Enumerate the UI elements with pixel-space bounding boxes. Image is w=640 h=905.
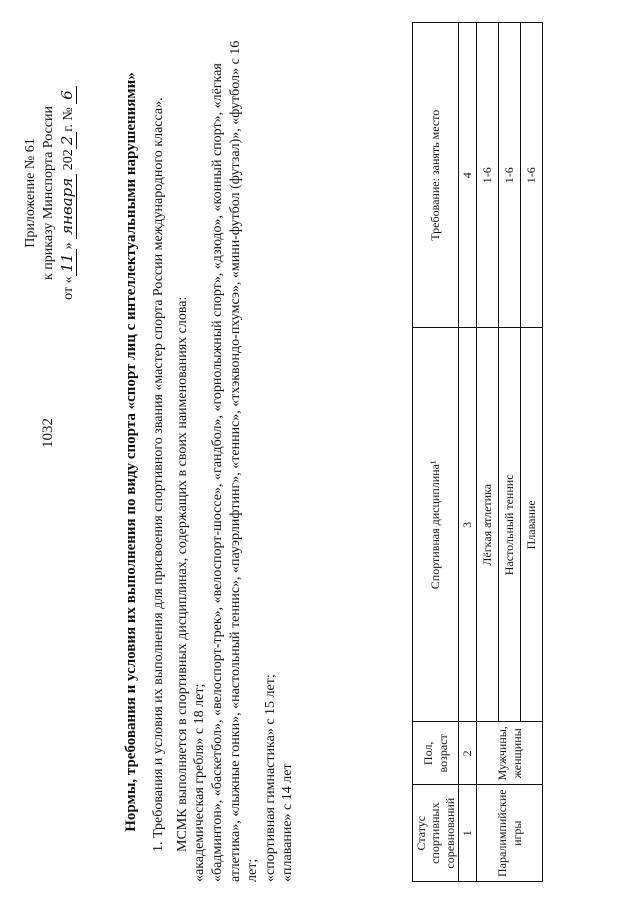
appendix-order: к приказу Минспорта России [41, 106, 57, 280]
appendix-date: от «11» января 2022г. № 6 [58, 28, 78, 358]
requirements-table [412, 22, 543, 882]
discipline-line-list: «бадминтон», «баскетбол», «велоспорт-трек», «велоспорт-шоссе», «гандбол», «горнолыжный спорт», «дзюдо», «конный спорт», «лёгкая атлетика», «лыжные гонки», «настольный теннис», «пауэрлифтинг», «теннис», «тхэквондо-пхумсэ», «мини-футбол (футзал)», «футбол» с 16 лет; [209, 40, 261, 882]
handwritten-number: 6 [58, 86, 77, 104]
header-status: Статус спортивных соревнований [413, 785, 459, 882]
header-discipline: Спортивная дисциплина¹ [413, 328, 459, 722]
header-gender-age: Пол, возраст [413, 722, 459, 785]
place-cell: 1-6 [477, 23, 499, 328]
handwritten-month: января [58, 174, 77, 239]
table-number-row [459, 23, 477, 882]
page-number: 1032 [40, 418, 56, 448]
body-text [150, 22, 297, 882]
place-cell: 1-6 [521, 23, 543, 328]
place-cell: 1-6 [499, 23, 521, 328]
handwritten-day: 11 [58, 249, 77, 276]
header-place: Требование: занять место [413, 23, 459, 328]
column-number: 4 [459, 23, 477, 328]
discipline-line-rowing: «академическая гребля» с 18 лет; [192, 683, 208, 882]
column-number: 3 [459, 328, 477, 722]
appendix-title: Приложение № 61 [23, 138, 38, 248]
handwritten-year: 2 [58, 132, 77, 150]
discipline-cell: Лёгкая атлетика [477, 328, 499, 722]
document-title: Нормы, требования и условия их выполнения по виду спорта «спорт лиц с интеллектуальными нарушениями» [123, 72, 139, 832]
discipline-line-swimming: «плавание» с 14 лет [280, 763, 296, 882]
paragraph-requirements: 1. Требования и условия их выполнения для присвоения спортивного звания «мастер спорта России международного класса». [151, 97, 166, 852]
paragraph-msmk: МСМК выполняется в спортивных дисциплинах, содержащих в своих наименованиях слова: [174, 296, 190, 852]
discipline-cell: Настольный теннис [499, 328, 521, 722]
table-row [477, 23, 499, 882]
column-number: 1 [459, 785, 477, 882]
gender-cell: Мужчины, женщины [477, 722, 543, 785]
appendix-header [22, 28, 79, 358]
rotated-page-content [22, 22, 542, 882]
discipline-line-gymnastics: «спортивная гимнастика» с 15 лет; [262, 674, 278, 882]
column-number: 2 [459, 722, 477, 785]
status-cell: Паралимпийские игры [477, 785, 543, 882]
discipline-cell: Плавание [521, 328, 543, 722]
table-header-row [413, 23, 459, 882]
